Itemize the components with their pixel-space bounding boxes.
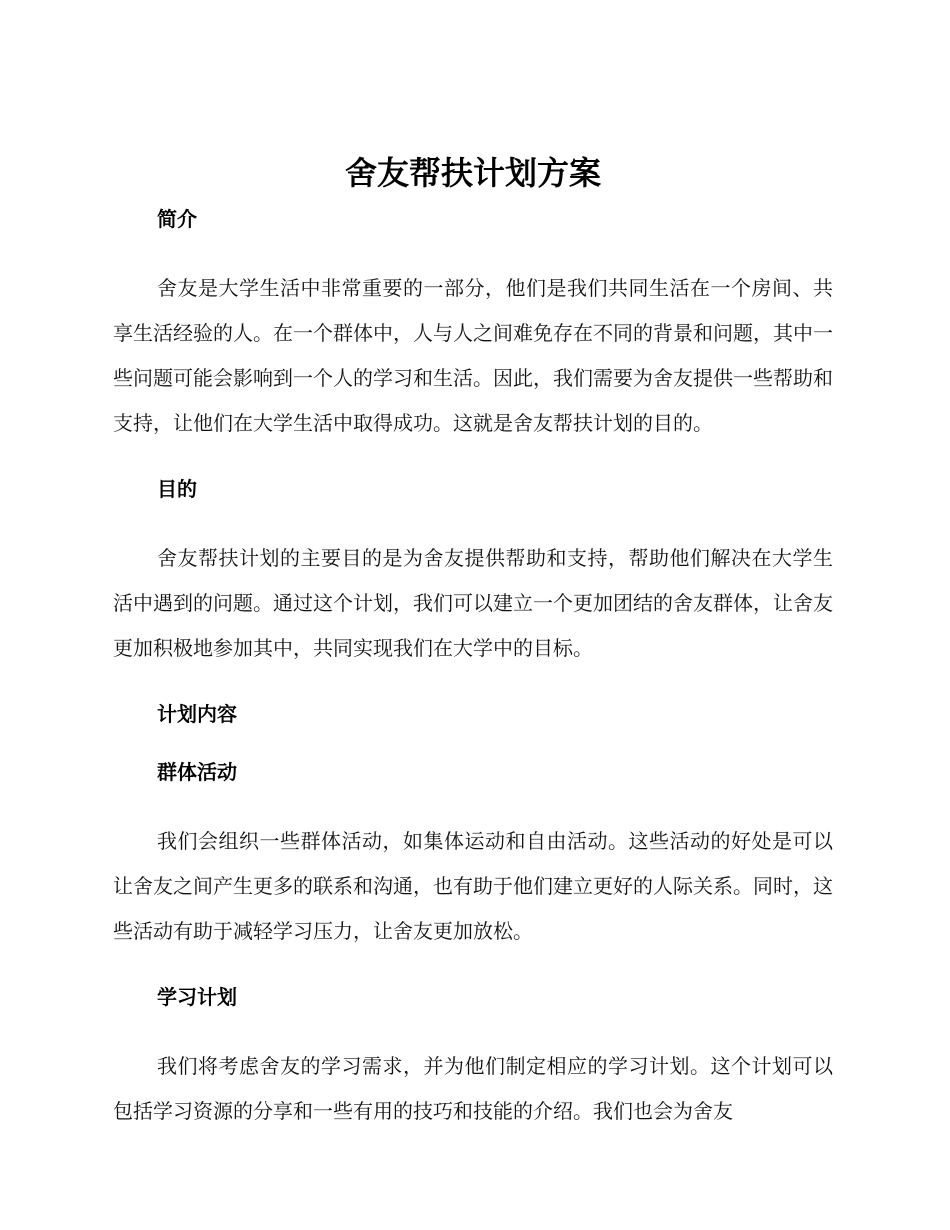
document-body bbox=[113, 150, 833, 1134]
paragraph-intro: 舍友是大学生活中非常重要的一部分，他们是我们共同生活在一个房间、共享生活经验的人。在一个群体中，人与人之间难免存在不同的背景和问题，其中一些问题可能会影响到一个人的学习和生活。因此，我们需要为舍友提供一些帮助和支持，让他们在大学生活中取得成功。这就是舍友帮扶计划的目的。 bbox=[113, 276, 833, 435]
paragraph-group-activities: 我们会组织一些群体活动，如集体运动和自由活动。这些活动的好处是可以让舍友之间产生更多的联系和沟通，也有助于他们建立更好的人际关系。同时，这些活动有助于减轻学习压力，让舍友更加放松。 bbox=[113, 829, 833, 943]
section-heading-intro: 简介 bbox=[157, 207, 197, 231]
section-heading-plan-content: 计划内容 bbox=[157, 702, 237, 726]
subsection-heading-group-activities: 群体活动 bbox=[157, 760, 237, 784]
paragraph-study-plan: 我们将考虑舍友的学习需求，并为他们制定相应的学习计划。这个计划可以包括学习资源的分享和一些有用的技巧和技能的介绍。我们也会为舍友 bbox=[113, 1054, 833, 1123]
subsection-heading-study-plan: 学习计划 bbox=[157, 985, 237, 1009]
document-title: 舍友帮扶计划方案 bbox=[344, 154, 601, 192]
section-heading-purpose: 目的 bbox=[157, 477, 197, 501]
paragraph-purpose: 舍友帮扶计划的主要目的是为舍友提供帮助和支持，帮助他们解决在大学生活中遇到的问题。通过这个计划，我们可以建立一个更加团结的舍友群体，让舍友更加积极地参加其中，共同实现我们在大学中的目标。 bbox=[113, 546, 833, 660]
